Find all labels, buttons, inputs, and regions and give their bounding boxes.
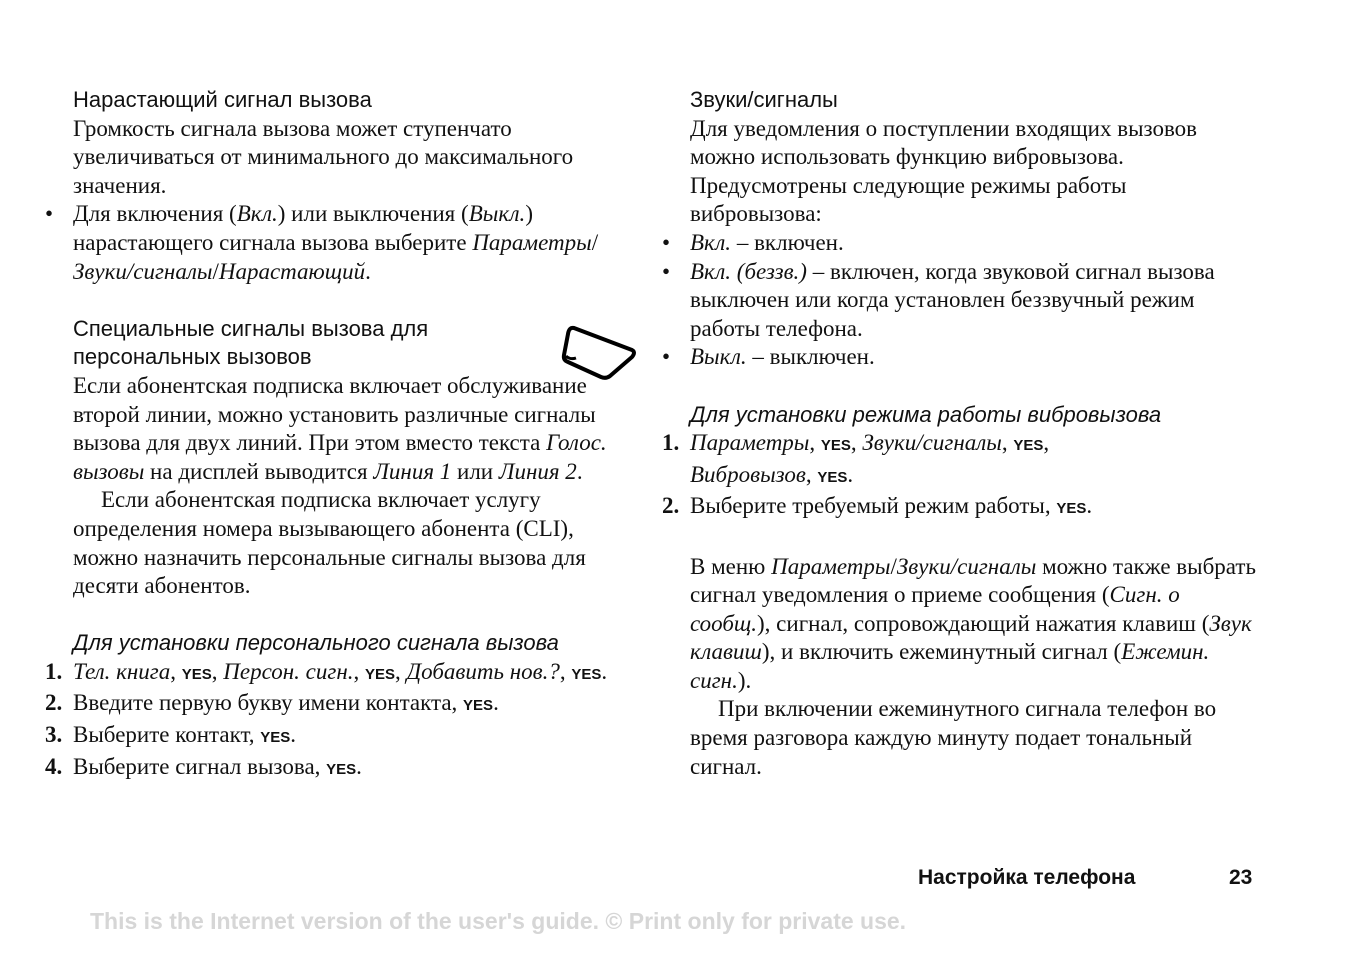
- watermark-notice: This is the Internet version of the user's guide. © Print only for private use.: [90, 908, 907, 934]
- section-heading: Звуки/сигналы: [690, 87, 838, 112]
- paragraph: Громкость сигнала вызова может ступенчато увеличиваться от минимального до максимального значения.: [73, 115, 574, 198]
- bullet-item: • Вкл. – включен.: [662, 229, 1262, 258]
- footer-chapter-title: Настройка телефона: [918, 866, 1136, 889]
- step-item: 3. Выберите контакт, YES.: [45, 722, 297, 748]
- yes-key-label: YES: [1013, 437, 1044, 455]
- section-sounds: [662, 86, 1262, 229]
- paragraph: Для уведомления о поступлении входящих вызовов можно использовать функцию вибровызова. Предусмотрены следующие режимы работы вибровызова:: [690, 115, 1198, 227]
- section-increasing-ring: [45, 86, 615, 200]
- section-heading: Специальные сигналы вызова для персональных вызовов: [73, 315, 429, 370]
- yes-key-label: YES: [1056, 500, 1087, 518]
- left-column: [45, 86, 615, 784]
- bullet-item: • Вкл. (беззв.) – включен, когда звуковой сигнал вызова выключен или когда установлен беззвучный режим работы телефона.: [662, 258, 1262, 344]
- section-personal-ring: [45, 315, 615, 601]
- bullet-item: • Для включения (Вкл.) или выключения (Выкл.) нарастающего сигнала вызова выберите Параметры/Звуки/сигналы/Нарастающий.: [45, 200, 615, 286]
- step-item: 4. Выберите сигнал вызова, YES.: [45, 753, 362, 779]
- step-item: 2. Выберите требуемый режим работы, YES.: [662, 493, 1093, 519]
- yes-key-label: YES: [260, 729, 291, 747]
- paragraph: При включении ежеминутного сигнала телефон во время разговора каждую минуту подает тональный сигнал.: [690, 696, 1217, 779]
- yes-key-label: YES: [820, 437, 851, 455]
- yes-key-label: YES: [463, 697, 494, 715]
- paragraph: Если абонентская подписка включает обслуживание второй линии, можно установить различные сигналы вызова для двух линий. При этом вместо текста Голос. вызовы на дисплей выводится Линия 1 или Линия 2.: [73, 372, 607, 484]
- yes-key-label: YES: [571, 665, 602, 683]
- yes-key-label: YES: [326, 760, 357, 778]
- instruction-heading: Для установки персонального сигнала вызова: [73, 630, 559, 656]
- yes-key-label: YES: [181, 665, 212, 683]
- yes-key-label: YES: [817, 468, 848, 486]
- yes-key-label: YES: [365, 665, 396, 683]
- paragraph: В меню Параметры/Звуки/сигналы можно также выбрать сигнал уведомления о приеме сообщения (Сигн. о сообщ.), сигнал, сопровождающий нажатия клавиш (Звук клавиш), и включить ежеминутный сигнал (Ежемин. сигн.).: [690, 553, 1256, 693]
- section-heading: Нарастающий сигнал вызова: [73, 87, 372, 112]
- page-number: 23: [1229, 866, 1253, 889]
- step-item: 1. Тел. книга, YES, Персон. сигн., YES, Добавить нов.?, YES.: [45, 658, 608, 684]
- bullet-item: • Выкл. – выключен.: [662, 343, 1262, 372]
- step-item: 2. Введите первую букву имени контакта, YES.: [45, 690, 499, 716]
- right-column: [662, 86, 1262, 781]
- instruction-heading: Для установки режима работы вибровызова: [690, 401, 1162, 427]
- phone-icon: [560, 322, 638, 382]
- step-item: 1. Параметры, YES, Звуки/сигналы, YES, Вибровызов, YES.: [662, 430, 1050, 487]
- section-other-sounds: [662, 553, 1262, 782]
- paragraph: Если абонентская подписка включает услугу определения номера вызывающего абонента (CLI), можно назначить персональные сигналы вызова для десяти абонентов.: [73, 487, 586, 599]
